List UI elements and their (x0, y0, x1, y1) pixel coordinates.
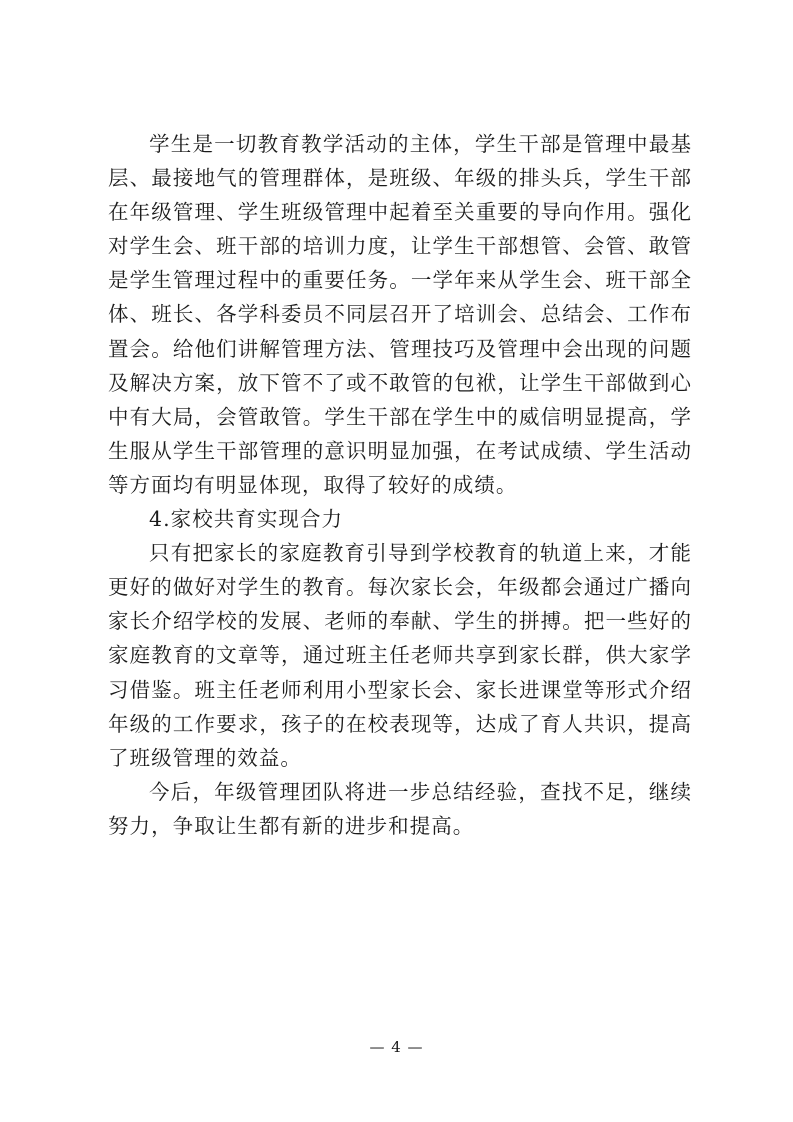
paragraph-student-cadres: 学生是一切教育教学活动的主体，学生干部是管理中最基层、最接地气的管理群体，是班级、年级的排头兵，学生干部在年级管理、学生班级管理中起着至关重要的导向作用。强化对学生会、班干部的培训力度，让学生干部想管、会管、敢管是学生管理过程中的重要任务。一学年来从学生会、班干部全体、班长、各学科委员不同层召开了培训会、总结会、工作布置会。给他们讲解管理方法、管理技巧及管理中会出现的问题及解决方案，放下管不了或不敢管的包袱，让学生干部做到心中有大局，会管敢管。学生干部在学生中的威信明显提高，学生服从学生干部管理的意识明显加强，在考试成绩、学生活动等方面均有明显体现，取得了较好的成绩。 (108, 132, 692, 497)
page-number: — 4 — (369, 1038, 424, 1056)
paragraph-home-school: 只有把家长的家庭教育引导到学校教育的轨道上来，才能更好的做好对学生的教育。每次家长会，年级都会通过广播向家长介绍学校的发展、老师的奉献、学生的拼搏。把一些好的家庭教育的文章等，通过班主任老师共享到家长群，供大家学习借鉴。班主任老师利用小型家长会、家长进课堂等形式介绍年级的工作要求，孩子的在校表现等，达成了育人共识，提高了班级管理的效益。 (108, 541, 692, 770)
section-heading-home-school: 4.家校共育实现合力 (149, 507, 344, 532)
paragraph-conclusion: 今后，年级管理团队将进一步总结经验，查找不足，继续努力，争取让生都有新的进步和提高。 (108, 779, 692, 838)
document-body (108, 127, 692, 843)
